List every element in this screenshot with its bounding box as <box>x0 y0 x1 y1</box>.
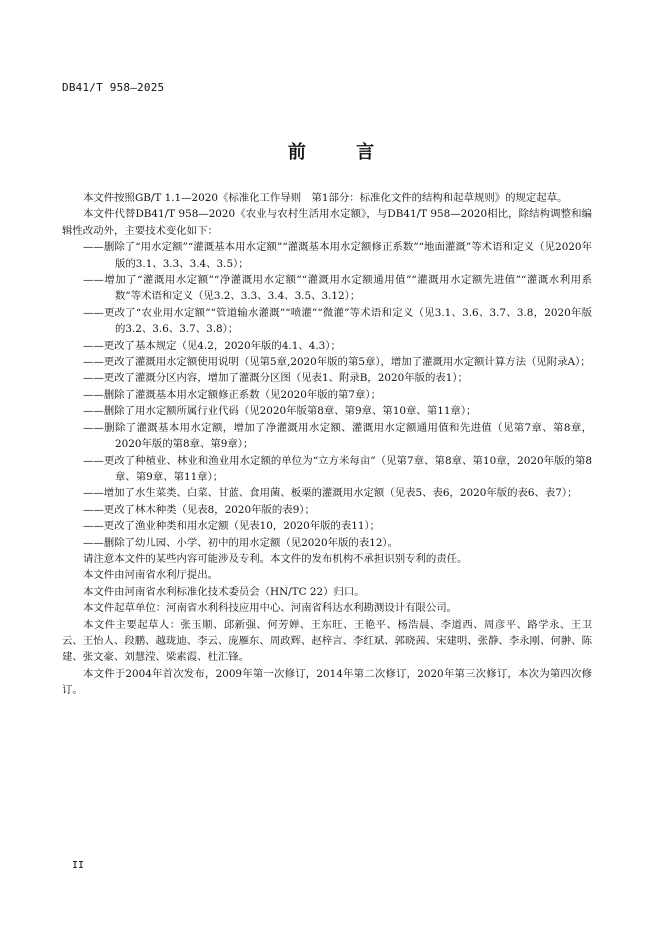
change-item: ——增加了水生菜类、白菜、甘蓝、食用菌、板栗的灌溉用水定额（见表5、表6，2020年版的表6、表7）； <box>83 487 578 500</box>
paragraph: 本文件按照GB/T 1.1—2020《标准化工作导则 第1部分：标准化文件的结构和起草规则》的规定起草。 <box>83 192 568 204</box>
change-item: ——更改了林木种类（见表8，2020年版的表9）； <box>83 503 315 516</box>
change-item: ——更改了基本规定（见4.2，2020年版的4.1、4.3）； <box>83 339 341 352</box>
change-item: ——更改了灌溉用水定额使用说明（见第5章,2020年版的第5章），增加了灌溉用水定额计算方法（见附录A）； <box>83 356 591 369</box>
standard-code: DB41/T 958—2025 <box>62 81 165 94</box>
proposer: 本文件由河南省水利厅提出。 <box>83 569 219 582</box>
change-item: ——删除了“用水定额”“灌溉基本用水定额”“灌溉基本用水定额修正系数”“地面灌溉”等术语和定义（见2020年版的3.1、3.3、3.4、3.5）； <box>83 241 592 270</box>
revision-history: 本文件于2004年首次发布，2009年第一次修订，2014年第二次修订，2020年第三次修订，本次为第四次修订。 <box>62 667 592 697</box>
page-number: II <box>72 860 85 871</box>
change-item: ——删除了灌溉基本用水定额修正系数（见2020年版的第7章）； <box>83 388 382 401</box>
committee: 本文件由河南省水利标准化技术委员会（HN/TC 22）归口。 <box>83 585 365 598</box>
change-item: ——更改了灌溉分区内容，增加了灌溉分区图（见表1、附录B，2020年版的表1）； <box>83 372 468 385</box>
page-title: 前 言 <box>287 142 397 163</box>
change-item: ——删除了用水定额所属行业代码（见2020年版第8章、第9章、第10章、第11章）； <box>83 405 477 418</box>
change-item: ——更改了种植业、林业和渔业用水定额的单位为“立方米每亩”（见第7章、第8章、第10章，2020年版的第8章、第9章、第11章）； <box>83 454 592 483</box>
patent-notice: 请注意本文件的某些内容可能涉及专利。本文件的发布机构不承担识别专利的责任。 <box>83 552 468 565</box>
paragraph: 本文件代替DB41/T 958—2020《农业与农村生活用水定额》，与DB41/T 958—2020相比，除结构调整和编辑性改动外，主要技术变化如下： <box>62 208 592 237</box>
drafters: 本文件主要起草人：张玉顺、邱新强、何芳婵、王东旺、王艳平、杨浩晨、李道西、周彦平、路学永、王卫云、王怡人、段鹏、越珑迪、李云、庞雁东、周政辉、赵梓言、李红斌、郭晓茜、宋建明、张静、李永刚、何翀、陈建、张文豪、刘慧滢、梁素霞、杜汇锋。 <box>62 618 592 664</box>
change-item: ——删除了幼儿园、小学、初中的用水定额（见2020年版的表12）。 <box>83 536 399 549</box>
change-item: ——删除了灌溉基本用水定额，增加了净灌溉用水定额、灌溉用水定额通用值和先进值（见第7章、第8章，2020年版的第8章、第9章）； <box>83 421 592 451</box>
drafting-units: 本文件起草单位：河南省水利科技应用中心、河南省科达水利勘测设计有限公司。 <box>83 602 458 615</box>
change-item: ——更改了“农业用水定额”“管道输水灌溉”“喷灌”“微灌”等术语和定义（见3.1、3.6、3.7、3.8，2020年版的3.2、3.6、3.7、3.8）； <box>83 306 592 336</box>
change-item: ——增加了“灌溉用水定额”“净灌溉用水定额”“灌溉用水定额通用值”“灌溉用水定额先进值”“灌溉水利用系数”等术语和定义（见3.2、3.3、3.4、3.5、3.12）； <box>83 274 592 303</box>
change-item: ——更改了渔业种类和用水定额（见表10，2020年版的表11）； <box>83 520 381 533</box>
document-body <box>62 190 592 699</box>
